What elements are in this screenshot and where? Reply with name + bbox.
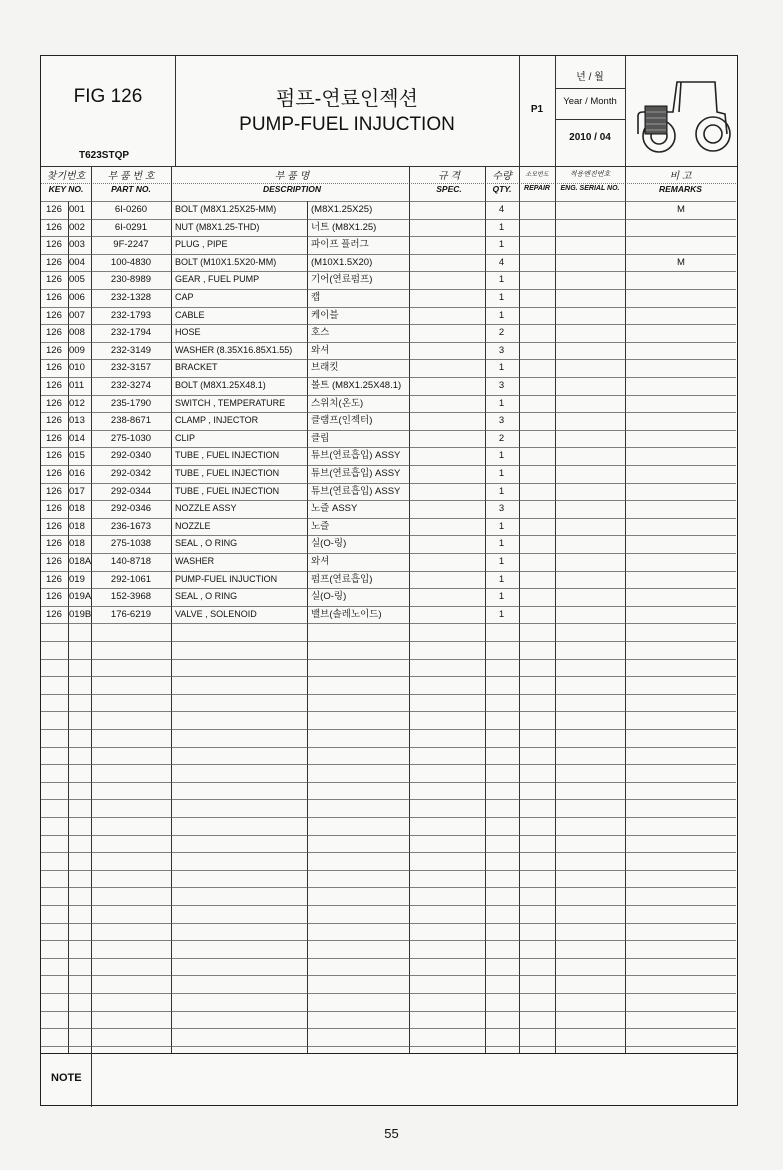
remarks-header: REMARKS xyxy=(659,184,702,194)
description-korean-cell: 실(O-링) xyxy=(311,591,347,603)
table-row xyxy=(41,588,736,606)
remarks-cell xyxy=(623,430,739,448)
description-cell: CLAMP , INJECTOR xyxy=(175,415,259,426)
qty-header-ko: 수량 xyxy=(492,171,512,182)
description-korean-cell: 클램프(인젝터) xyxy=(311,415,373,427)
description-korean-cell: 튜브(연료흡입) ASSY xyxy=(311,468,401,479)
part-number-cell: 232-3149 xyxy=(110,344,152,356)
quantity-cell: 1 xyxy=(498,450,505,462)
description-korean-cell: 튜브(연료흡입) ASSY xyxy=(311,450,401,462)
key-number-cell: 003 xyxy=(69,239,85,251)
fig-number-cell: 126 xyxy=(46,344,62,356)
title-english: PUMP-FUEL INJUCTION xyxy=(239,114,455,135)
table-row xyxy=(41,430,736,448)
quantity-cell: 1 xyxy=(498,221,505,233)
key-number-cell: 019 xyxy=(69,573,85,585)
description-cell: PLUG , PIPE xyxy=(175,239,228,250)
quantity-cell: 1 xyxy=(498,485,505,497)
eng-serial-header: ENG. SERIAL NO. xyxy=(560,185,620,192)
key-number-cell: 015 xyxy=(69,450,85,462)
key-number-cell: 008 xyxy=(69,327,85,339)
spec-header: SPEC. xyxy=(436,184,462,194)
key-number-cell: 013 xyxy=(69,415,85,427)
table-row xyxy=(41,219,736,237)
description-cell: WASHER (8.35X16.85X1.55) xyxy=(175,344,293,355)
part-number-cell: 232-1328 xyxy=(110,292,152,303)
quantity-cell: 1 xyxy=(498,309,505,321)
remarks-cell xyxy=(623,500,739,518)
quantity-cell: 1 xyxy=(498,520,505,532)
title-korean: 펌프-연료인젝션 xyxy=(276,88,418,110)
part-no-header-ko: 부 품 번 호 xyxy=(107,171,155,182)
quantity-cell: 4 xyxy=(498,256,505,268)
fig-number-cell: 126 xyxy=(46,573,62,585)
key-number-cell: 016 xyxy=(69,468,85,479)
remarks-header-ko: 비 고 xyxy=(669,171,692,182)
remarks-cell xyxy=(623,553,739,571)
repair-header-ko: 소모번도 xyxy=(525,172,549,178)
remarks-cell xyxy=(623,289,739,307)
description-cell: WASHER xyxy=(175,556,215,566)
key-number-cell: 005 xyxy=(69,274,85,286)
table-row xyxy=(41,606,736,624)
quantity-cell: 1 xyxy=(498,468,505,479)
repair-header: REPAIR xyxy=(524,185,550,192)
table-row xyxy=(41,236,736,254)
remarks-cell xyxy=(623,412,739,430)
description-korean-cell: 스위치(온도) xyxy=(311,397,364,409)
description-cell: BRACKET xyxy=(175,362,218,373)
key-number-cell: 018 xyxy=(69,520,85,532)
remarks-cell xyxy=(623,395,739,413)
description-cell: TUBE , FUEL INJECTION xyxy=(175,485,280,496)
description-korean-cell: 브래킷 xyxy=(311,362,339,374)
table-row xyxy=(41,447,736,465)
description-cell: BOLT (M8X1.25X25-MM) xyxy=(175,204,277,214)
part-number-cell: 292-0346 xyxy=(110,503,152,515)
description-korean-cell: (M10X1.5X20) xyxy=(311,256,373,268)
remarks-cell xyxy=(623,377,739,395)
key-no-header: KEY NO. xyxy=(48,184,84,194)
part-number-cell: 292-0344 xyxy=(110,485,152,497)
table-row xyxy=(41,271,736,289)
key-number-cell: 018 xyxy=(69,538,85,550)
table-row xyxy=(41,483,736,501)
key-number-cell: 018A xyxy=(69,556,91,567)
remarks-cell xyxy=(623,588,739,606)
description-cell: CLIP xyxy=(175,432,196,443)
fig-number-cell: 126 xyxy=(46,380,62,391)
quantity-cell: 3 xyxy=(498,344,505,356)
part-number-cell: 100-4830 xyxy=(110,256,152,268)
year-month-value: 2010 / 04 xyxy=(569,132,611,143)
part-number-cell: 232-3157 xyxy=(110,362,152,374)
description-cell: SWITCH , TEMPERATURE xyxy=(175,397,286,408)
fig-number-cell: 126 xyxy=(46,309,62,321)
description-cell: SEAL , O RING xyxy=(175,538,238,549)
table-row xyxy=(41,535,736,553)
part-number-cell: 292-0342 xyxy=(110,468,152,479)
remarks-cell xyxy=(623,606,739,624)
quantity-cell: 3 xyxy=(498,380,505,391)
description-korean-cell: 와셔 xyxy=(311,556,330,567)
remarks-cell xyxy=(623,307,739,325)
part-number-cell: 236-1673 xyxy=(110,520,152,532)
remarks-cell xyxy=(623,324,739,342)
description-cell: BOLT (M10X1.5X20-MM) xyxy=(175,256,277,267)
tractor-icon xyxy=(633,68,733,156)
description-cell: NOZZLE ASSY xyxy=(175,503,237,514)
fig-number: FIG 126 xyxy=(73,86,143,107)
year-month-label: Year / Month xyxy=(563,96,617,107)
part-number-cell: 9F-2247 xyxy=(113,239,149,251)
description-korean-cell: 노즐 ASSY xyxy=(311,503,358,515)
spec-header-ko: 규 격 xyxy=(437,171,461,182)
fig-number-cell: 126 xyxy=(46,256,62,268)
description-cell: NOZZLE xyxy=(175,520,211,531)
description-korean-cell: 펌프(연료흡입) xyxy=(311,573,373,585)
part-number-cell: 238-8671 xyxy=(110,415,152,427)
fig-number-cell: 126 xyxy=(46,485,62,497)
part-number-cell: 6I-0260 xyxy=(114,204,148,215)
table-row xyxy=(41,465,736,483)
fig-number-cell: 126 xyxy=(46,221,62,233)
eng-serial-header-ko: 적용엔진번호 xyxy=(569,171,611,178)
description-cell: TUBE , FUEL INJECTION xyxy=(175,450,280,461)
part-number-cell: 230-8989 xyxy=(110,274,152,286)
qty-header: QTY. xyxy=(492,184,512,194)
key-number-cell: 009 xyxy=(69,344,85,356)
remarks-cell xyxy=(623,571,739,589)
part-number-cell: 235-1790 xyxy=(110,397,152,409)
remarks-cell xyxy=(623,236,739,254)
table-row xyxy=(41,571,736,589)
fig-number-cell: 126 xyxy=(46,204,62,215)
description-korean-cell: 너트 (M8X1.25) xyxy=(311,221,377,233)
quantity-cell: 1 xyxy=(498,573,505,585)
description-korean-cell: 노즐 xyxy=(311,520,330,532)
remarks-cell xyxy=(623,465,739,483)
fig-number-cell: 126 xyxy=(46,450,62,462)
fig-number-cell: 126 xyxy=(46,274,62,286)
part-number-cell: 232-1793 xyxy=(110,309,152,321)
fig-number-cell: 126 xyxy=(46,608,62,620)
description-korean-cell: 케이블 xyxy=(311,309,339,321)
table-row xyxy=(41,518,736,536)
quantity-cell: 1 xyxy=(498,591,505,603)
page-number: 55 xyxy=(384,1126,399,1141)
description-korean-cell: 캡 xyxy=(311,292,321,303)
remarks-cell xyxy=(623,518,739,536)
quantity-cell: 1 xyxy=(498,608,505,620)
quantity-cell: 1 xyxy=(498,397,505,409)
key-number-cell: 002 xyxy=(69,221,85,233)
remarks-cell xyxy=(623,535,739,553)
quantity-cell: 3 xyxy=(498,503,505,515)
quantity-cell: 1 xyxy=(498,538,505,550)
quantity-cell: 1 xyxy=(498,556,505,567)
quantity-cell: 1 xyxy=(498,239,505,251)
table-row xyxy=(41,553,736,571)
description-cell: PUMP-FUEL INJUCTION xyxy=(175,573,278,584)
description-header-ko: 부 품 명 xyxy=(274,171,310,182)
part-number-cell: 152-3968 xyxy=(110,591,152,603)
table-row xyxy=(41,307,736,325)
fig-number-cell: 126 xyxy=(46,239,62,251)
part-number-cell: 140-8718 xyxy=(110,556,152,567)
key-no-header-ko: 찾기번호 xyxy=(46,171,86,182)
quantity-cell: 1 xyxy=(498,362,505,374)
key-number-cell: 014 xyxy=(69,432,85,444)
quantity-cell: 1 xyxy=(498,292,505,303)
key-number-cell: 017 xyxy=(69,485,85,497)
fig-number-cell: 126 xyxy=(46,468,62,479)
part-number-cell: 275-1038 xyxy=(110,538,152,550)
remarks-cell: M xyxy=(677,256,685,268)
description-cell: NUT (M8X1.25-THD) xyxy=(175,221,260,232)
fig-number-cell: 126 xyxy=(46,327,62,339)
key-number-cell: 007 xyxy=(69,309,85,321)
description-cell: HOSE xyxy=(175,327,201,338)
quantity-cell: 2 xyxy=(498,432,505,444)
note-label: NOTE xyxy=(51,1072,82,1084)
key-number-cell: 012 xyxy=(69,397,85,409)
key-number-cell: 001 xyxy=(69,204,85,215)
description-korean-cell: 파이프 플러그 xyxy=(311,239,369,251)
parts-sheet xyxy=(40,55,738,1106)
key-number-cell: 010 xyxy=(69,362,85,374)
description-korean-cell: 실(O-링) xyxy=(311,538,347,550)
description-korean-cell: 튜브(연료흡입) ASSY xyxy=(311,485,401,497)
page-code: P1 xyxy=(530,104,544,115)
key-number-cell: 004 xyxy=(69,256,85,268)
part-no-header: PART NO. xyxy=(111,184,151,194)
table-row xyxy=(41,377,736,395)
part-number-cell: 232-1794 xyxy=(110,327,152,339)
table-row xyxy=(41,500,736,518)
part-number-cell: 275-1030 xyxy=(110,432,152,444)
table-row xyxy=(41,342,736,360)
part-number-cell: 292-0340 xyxy=(110,450,152,462)
description-cell: CAP xyxy=(175,292,194,302)
table-row xyxy=(41,395,736,413)
description-korean-cell: 클립 xyxy=(311,432,330,444)
fig-number-cell: 126 xyxy=(46,397,62,409)
remarks-cell xyxy=(623,342,739,360)
table-row xyxy=(41,412,736,430)
remarks-cell xyxy=(623,447,739,465)
description-korean-cell: 와셔 xyxy=(311,344,330,356)
description-korean-cell: 밸브(솔레노이드) xyxy=(311,608,382,620)
quantity-cell: 4 xyxy=(498,204,505,215)
quantity-cell: 3 xyxy=(498,415,505,427)
remarks-cell xyxy=(623,359,739,377)
description-korean-cell: 기어(연료펌프) xyxy=(311,274,373,286)
description-korean-cell: 호스 xyxy=(311,327,330,339)
fig-number-cell: 126 xyxy=(46,538,62,550)
fig-number-cell: 126 xyxy=(46,362,62,374)
table-row xyxy=(41,254,736,272)
description-cell: CABLE xyxy=(175,309,205,320)
remarks-cell: M xyxy=(677,204,685,215)
fig-number-cell: 126 xyxy=(46,292,62,303)
table-row xyxy=(41,201,736,219)
description-header: DESCRIPTION xyxy=(262,184,322,194)
fig-number-cell: 126 xyxy=(46,556,62,567)
remarks-cell xyxy=(623,219,739,237)
key-number-cell: 018 xyxy=(69,503,85,515)
description-cell: GEAR , FUEL PUMP xyxy=(175,274,260,285)
fig-number-cell: 126 xyxy=(46,503,62,515)
key-number-cell: 019B xyxy=(69,608,91,620)
description-cell: VALVE , SOLENOID xyxy=(175,608,257,619)
part-number-cell: 176-6219 xyxy=(110,608,152,620)
table-row xyxy=(41,359,736,377)
part-number-cell: 292-1061 xyxy=(110,573,152,585)
part-number-cell: 232-3274 xyxy=(110,380,152,391)
model-code: T623STQP xyxy=(79,150,130,161)
description-korean-cell: 볼트 (M8X1.25X48.1) xyxy=(311,380,402,391)
description-cell: TUBE , FUEL INJECTION xyxy=(175,468,280,478)
fig-number-cell: 126 xyxy=(46,432,62,444)
description-korean-cell: (M8X1.25X25) xyxy=(311,204,373,215)
fig-number-cell: 126 xyxy=(46,520,62,532)
remarks-cell xyxy=(623,271,739,289)
part-number-cell: 6I-0291 xyxy=(114,221,148,233)
key-number-cell: 019A xyxy=(69,591,91,603)
header-block xyxy=(41,56,736,166)
table-row xyxy=(41,324,736,342)
fig-number-cell: 126 xyxy=(46,591,62,603)
description-cell: SEAL , O RING xyxy=(175,591,238,602)
table-row xyxy=(41,289,736,307)
quantity-cell: 2 xyxy=(498,327,505,339)
key-number-cell: 011 xyxy=(69,380,85,391)
key-number-cell: 006 xyxy=(69,292,85,303)
description-cell: BOLT (M8X1.25X48.1) xyxy=(175,380,266,390)
year-month-label-korean: 년 / 월 xyxy=(576,72,604,83)
fig-number-cell: 126 xyxy=(46,415,62,427)
remarks-cell xyxy=(623,483,739,501)
quantity-cell: 1 xyxy=(498,274,505,286)
